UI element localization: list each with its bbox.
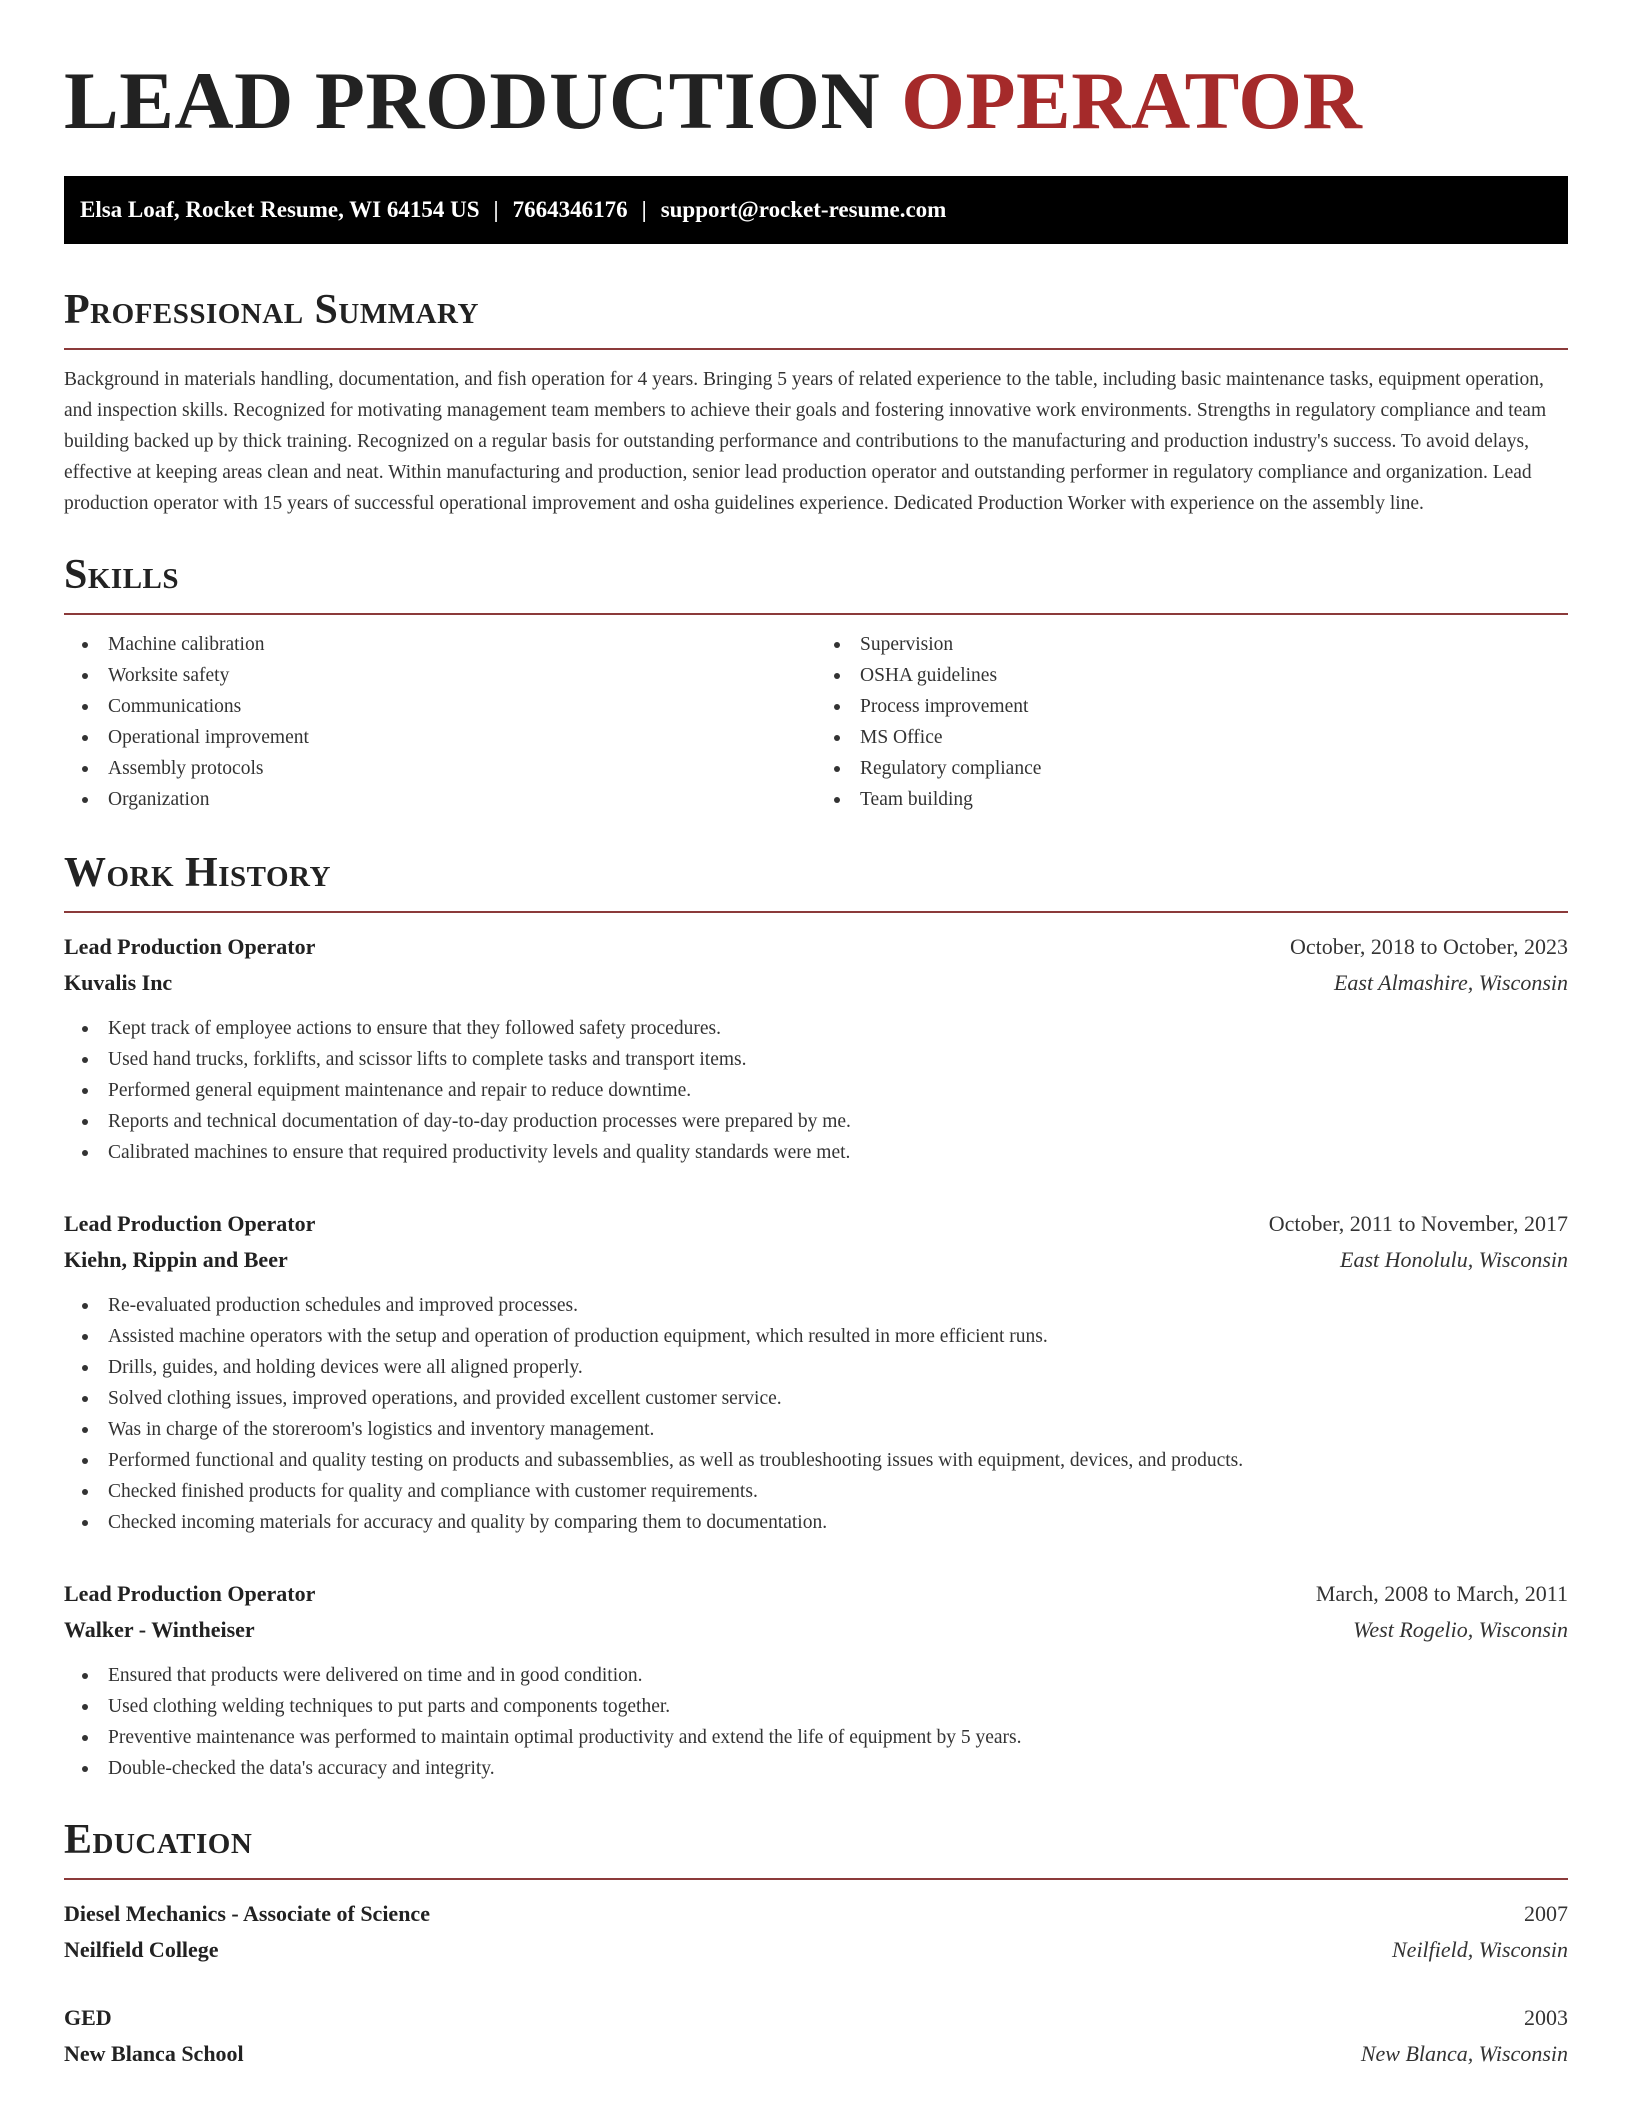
resume-title bbox=[64, 0, 1568, 146]
job-bullet: Was in charge of the storeroom's logistics and inventory management. bbox=[64, 1414, 1568, 1445]
job-header-row bbox=[64, 929, 1568, 965]
education-entry bbox=[64, 1896, 1568, 1968]
job-company: Kuvalis Inc bbox=[64, 970, 173, 995]
education-header-row bbox=[64, 2000, 1568, 2036]
job-bullet: Kept track of employee actions to ensure that they followed safety procedures. bbox=[64, 1013, 1568, 1044]
job-bullet: Preventive maintenance was performed to maintain optimal productivity and extend the life of equipment by 5 years. bbox=[64, 1722, 1568, 1753]
skill-item: Worksite safety bbox=[64, 660, 816, 691]
education-school-row bbox=[64, 1932, 1568, 1968]
section-heading-work-history: Work History bbox=[64, 850, 331, 896]
job-bullet: Checked incoming materials for accuracy and quality by comparing them to documentation. bbox=[64, 1507, 1568, 1538]
job-entry bbox=[64, 1576, 1568, 1784]
job-title: Lead Production Operator bbox=[64, 934, 316, 959]
job-company-row bbox=[64, 1612, 1568, 1648]
job-title: Lead Production Operator bbox=[64, 1581, 316, 1606]
education-header-row bbox=[64, 1896, 1568, 1932]
job-company: Kiehn, Rippin and Beer bbox=[64, 1247, 288, 1272]
section-heading-skills: Skills bbox=[64, 552, 180, 598]
section-divider bbox=[64, 1878, 1568, 1880]
job-bullets bbox=[64, 1013, 1568, 1168]
job-bullet: Used clothing welding techniques to put parts and components together. bbox=[64, 1691, 1568, 1722]
education-degree: GED bbox=[64, 2005, 112, 2030]
section-heading-education: Education bbox=[64, 1817, 253, 1863]
contact-separator: | bbox=[493, 197, 499, 222]
skill-item: Team building bbox=[816, 784, 1568, 815]
job-bullet: Re-evaluated production schedules and improved processes. bbox=[64, 1290, 1568, 1321]
skills-column-left bbox=[64, 629, 816, 815]
job-bullet: Performed functional and quality testing on products and subassemblies, as well as troubleshooting issues with equipment, devices, and products. bbox=[64, 1445, 1568, 1476]
skill-item: Assembly protocols bbox=[64, 753, 816, 784]
education-location: Neilfield, Wisconsin bbox=[1392, 1937, 1568, 1962]
section-divider bbox=[64, 348, 1568, 350]
job-bullet: Drills, guides, and holding devices were all aligned properly. bbox=[64, 1352, 1568, 1383]
job-company-row bbox=[64, 1242, 1568, 1278]
job-bullet: Performed general equipment maintenance and repair to reduce downtime. bbox=[64, 1075, 1568, 1106]
skill-item: Regulatory compliance bbox=[816, 753, 1568, 784]
job-bullet: Double-checked the data's accuracy and integrity. bbox=[64, 1753, 1568, 1784]
job-bullet: Reports and technical documentation of day-to-day production processes were prepared by me. bbox=[64, 1106, 1568, 1137]
skill-item: Organization bbox=[64, 784, 816, 815]
contact-address: Elsa Loaf, Rocket Resume, WI 64154 US bbox=[80, 197, 480, 222]
job-location: East Almashire, Wisconsin bbox=[1333, 970, 1568, 995]
job-bullet: Calibrated machines to ensure that required productivity levels and quality standards were met. bbox=[64, 1137, 1568, 1168]
job-header-row bbox=[64, 1206, 1568, 1242]
title-part-primary: LEAD PRODUCTION bbox=[64, 55, 881, 146]
section-heading-summary: Professional Summary bbox=[64, 287, 479, 333]
contact-separator: | bbox=[641, 197, 647, 222]
job-bullets bbox=[64, 1660, 1568, 1784]
job-location: West Rogelio, Wisconsin bbox=[1353, 1617, 1568, 1642]
job-header-row bbox=[64, 1576, 1568, 1612]
education-entry bbox=[64, 2000, 1568, 2072]
job-entry bbox=[64, 1206, 1568, 1538]
education-year: 2007 bbox=[1524, 1901, 1568, 1926]
skill-item: Machine calibration bbox=[64, 629, 816, 660]
contact-bar bbox=[64, 176, 1568, 244]
skills-grid bbox=[64, 629, 1568, 815]
job-entry bbox=[64, 929, 1568, 1168]
education-degree: Diesel Mechanics - Associate of Science bbox=[64, 1901, 430, 1926]
section-divider bbox=[64, 613, 1568, 615]
skill-item: OSHA guidelines bbox=[816, 660, 1568, 691]
title-part-accent: OPERATOR bbox=[901, 55, 1363, 146]
skill-item: Process improvement bbox=[816, 691, 1568, 722]
section-divider bbox=[64, 911, 1568, 913]
education-school-row bbox=[64, 2036, 1568, 2072]
job-dates: October, 2018 to October, 2023 bbox=[1289, 934, 1568, 959]
job-title: Lead Production Operator bbox=[64, 1211, 316, 1236]
job-bullet: Used hand trucks, forklifts, and scissor lifts to complete tasks and transport items. bbox=[64, 1044, 1568, 1075]
skill-item: Operational improvement bbox=[64, 722, 816, 753]
summary-text: Background in materials handling, documentation, and fish operation for 4 years. Bringing 5 years of related experience to the table, including basic maintenance tasks, equipment operation, and inspection skills. Recognized for motivating management team members to achieve their goals and fostering innovative work environments. Strengths in regulatory compliance and team building backed up by thick training. Recognized on a regular basis for outstanding performance and contributions to the manufacturing and production industry's success. To avoid delays, effective at keeping areas clean and neat. Within manufacturing and production, senior lead production operator and outstanding performer in regulatory compliance and organization. Lead production operator with 15 years of successful operational improvement and osha guidelines experience. Dedicated Production Worker with experience on the assembly line. bbox=[64, 369, 1547, 514]
job-location: East Honolulu, Wisconsin bbox=[1340, 1247, 1568, 1272]
skills-column-right bbox=[816, 629, 1568, 815]
education-school: New Blanca School bbox=[64, 2041, 244, 2066]
job-company: Walker - Wintheiser bbox=[64, 1617, 255, 1642]
skill-item: Supervision bbox=[816, 629, 1568, 660]
skill-item: MS Office bbox=[816, 722, 1568, 753]
contact-phone: 7664346176 bbox=[512, 197, 628, 222]
job-bullet: Checked finished products for quality and compliance with customer requirements. bbox=[64, 1476, 1568, 1507]
education-year: 2003 bbox=[1524, 2005, 1568, 2030]
education-school: Neilfield College bbox=[64, 1937, 219, 1962]
job-company-row bbox=[64, 965, 1568, 1001]
skill-item: Communications bbox=[64, 691, 816, 722]
job-dates: October, 2011 to November, 2017 bbox=[1268, 1211, 1568, 1236]
job-bullet: Solved clothing issues, improved operations, and provided excellent customer service. bbox=[64, 1383, 1568, 1414]
job-bullet: Ensured that products were delivered on time and in good condition. bbox=[64, 1660, 1568, 1691]
education-location: New Blanca, Wisconsin bbox=[1360, 2041, 1568, 2066]
contact-email: support@rocket-resume.com bbox=[660, 197, 947, 222]
job-bullet: Assisted machine operators with the setup and operation of production equipment, which resulted in more efficient runs. bbox=[64, 1321, 1568, 1352]
job-bullets bbox=[64, 1290, 1568, 1538]
job-dates: March, 2008 to March, 2011 bbox=[1315, 1581, 1568, 1606]
